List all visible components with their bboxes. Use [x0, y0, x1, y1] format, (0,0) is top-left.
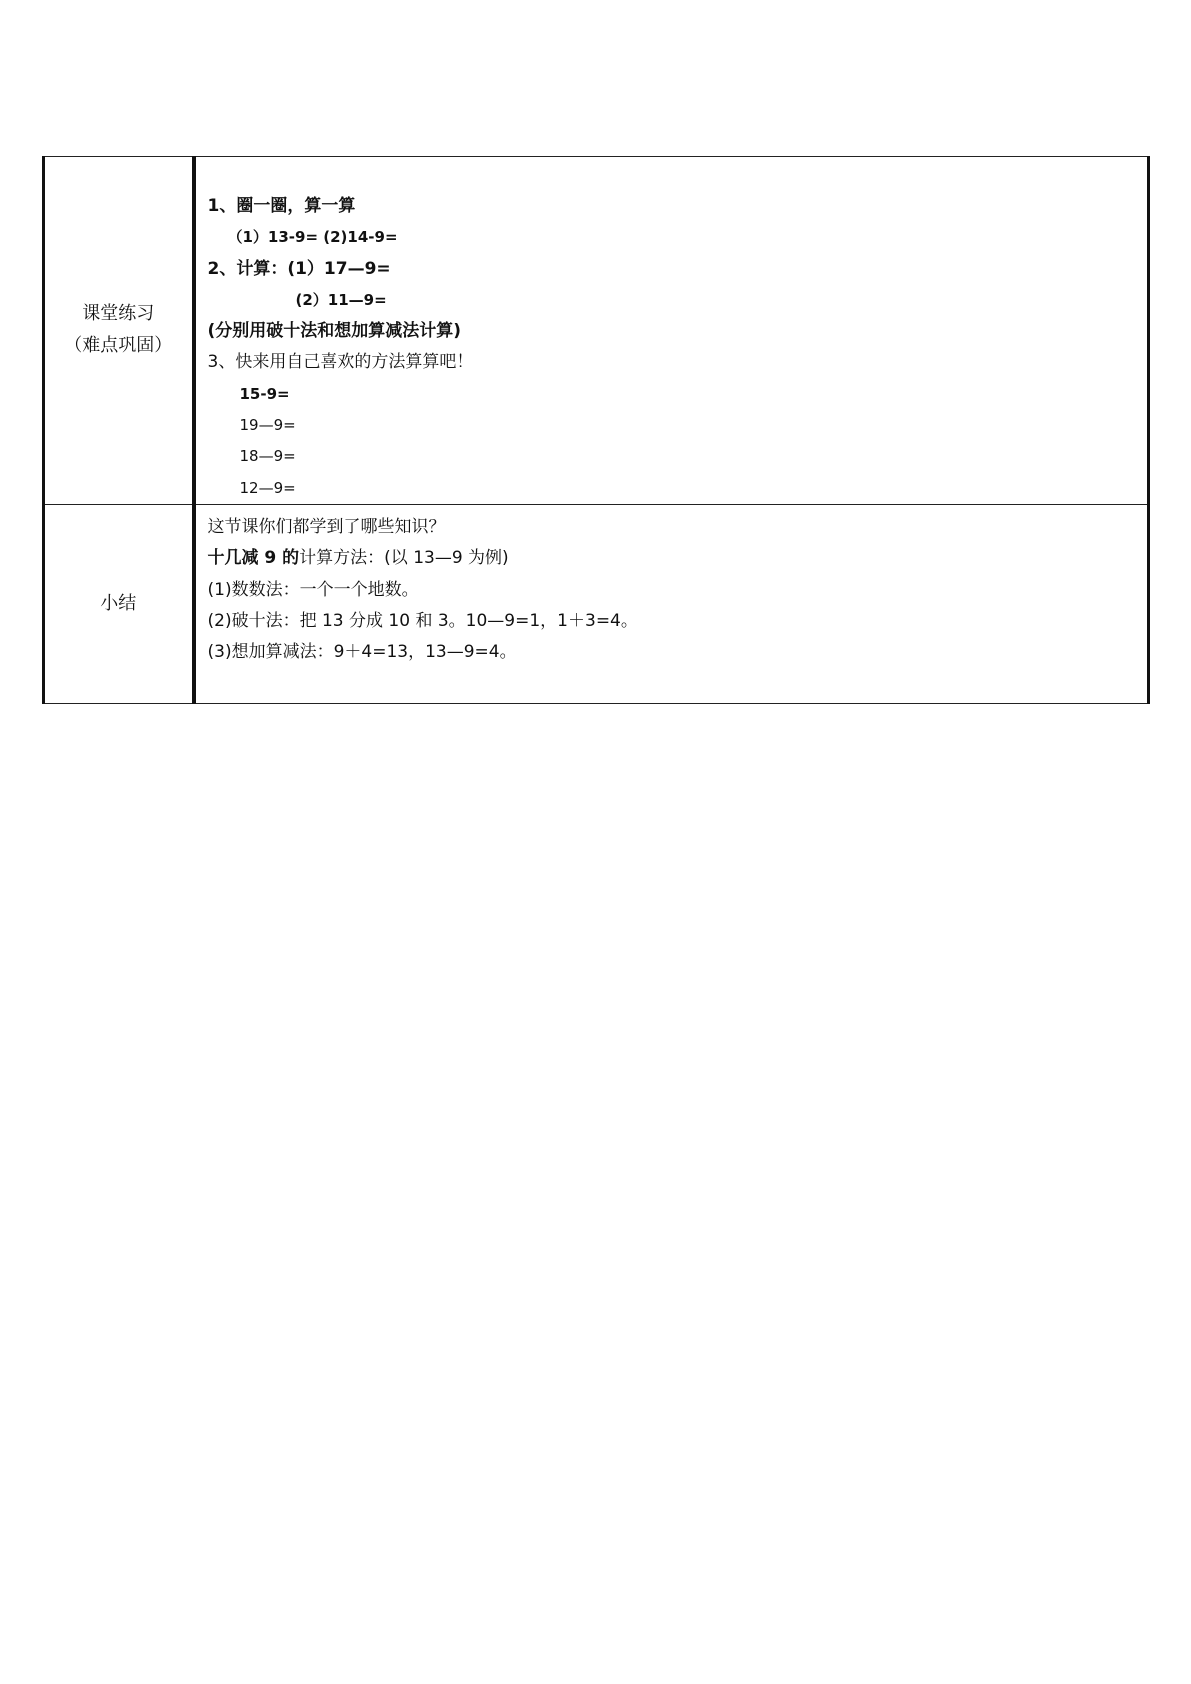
practice-label: 课堂练习: [82, 303, 155, 325]
exercise-3-item-2: 19—9=: [239, 416, 296, 435]
summary-row: [44, 504, 1149, 703]
summary-method-1: (1)数数法：一个一个地数。: [207, 579, 419, 600]
exercise-2-title: 2、计算：(1）17—9=: [207, 258, 391, 279]
summary-method-example: 计算方法：(以 13—9 为例): [299, 548, 509, 569]
practice-row: [44, 157, 1149, 505]
summary-method-topic: 十几减 9 的: [207, 548, 300, 569]
summary-label-cell: [44, 504, 194, 703]
exercise-1-title: 1、圈一圈，算一算: [207, 196, 356, 216]
summary-method-heading: [208, 543, 1148, 574]
exercise-3-item-1: 15-9=: [239, 384, 290, 403]
summary-method-3: (3)想加算减法：9＋4=13，13—9=4。: [207, 642, 517, 663]
exercise-1-items: （1）13-9= (2)14-9=: [227, 228, 398, 247]
exercise-3-item-3: 18—9=: [239, 447, 296, 466]
practice-sublabel: （难点巩固）: [64, 335, 173, 357]
practice-content-cell: [194, 157, 1149, 505]
summary-content-cell: [194, 504, 1149, 703]
exercise-2-note: (分别用破十法和想加算减法计算): [207, 321, 462, 342]
exercise-3-title: 3、快来用自己喜欢的方法算算吧！: [207, 352, 474, 373]
summary-label: 小结: [100, 592, 137, 614]
exercise-3-item-4: 12—9=: [239, 478, 296, 497]
lesson-table: [42, 156, 1150, 704]
exercise-2-item-2: (2）11—9=: [295, 290, 387, 309]
practice-label-cell: [44, 157, 194, 505]
summary-method-2: (2)破十法：把 13 分成 10 和 3。10—9=1，1＋3=4。: [207, 610, 638, 631]
summary-question: 这节课你们都学到了哪些知识？: [207, 516, 446, 537]
